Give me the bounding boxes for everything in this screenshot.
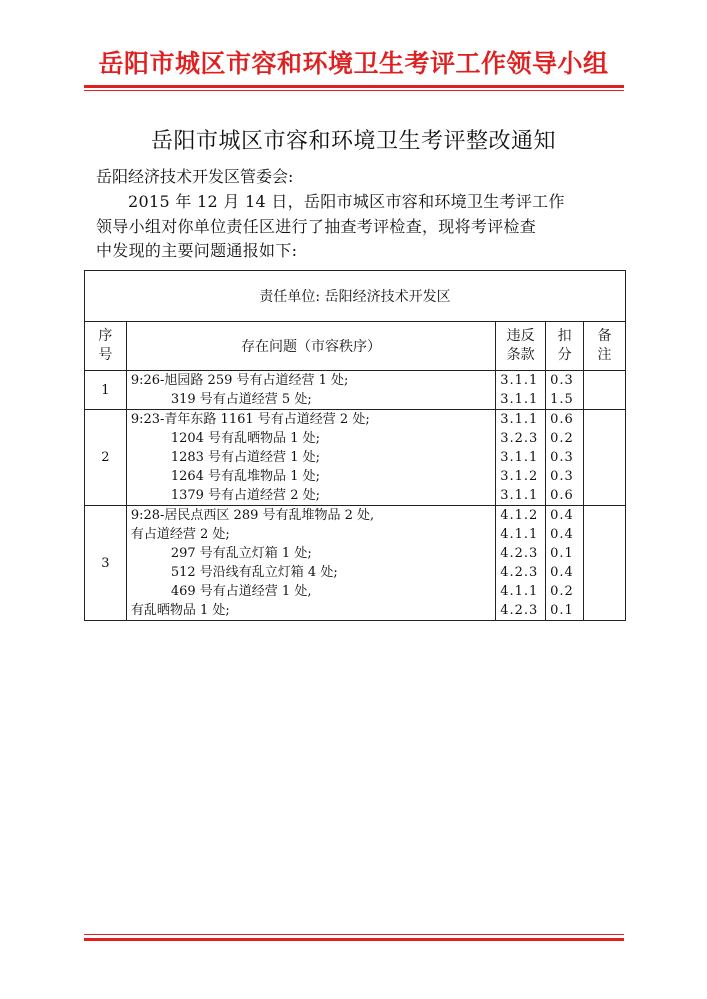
header-rule-thick: [84, 85, 624, 88]
header-note: 备 注: [584, 322, 626, 371]
row-note: [584, 506, 626, 621]
issue-table: [84, 270, 626, 621]
row-scores: 0.4 0.4 0.1 0.4 0.2 0.1: [546, 506, 584, 621]
header-rule-thin: [84, 90, 624, 91]
row-clauses: 3.1.1 3.2.3 3.1.1 3.1.2 3.1.1: [496, 410, 546, 506]
notice-body: [96, 190, 616, 264]
row-scores: 0.3 1.5: [546, 371, 584, 410]
body-line-1: 2015 年 12 月 14 日，岳阳市城区市容和环境卫生考评工作: [128, 192, 565, 211]
row-seq: 2: [85, 410, 127, 506]
table-row: [85, 506, 626, 621]
table-row: [85, 410, 626, 506]
footer-rule-thin: [84, 934, 624, 935]
responsible-unit: 责任单位: 岳阳经济技术开发区: [85, 271, 626, 322]
header-seq: 序 号: [85, 322, 127, 371]
notice-recipient: 岳阳经济技术开发区管委会:: [96, 167, 294, 186]
table-header-row: [85, 322, 626, 371]
header-clause: 违反 条款: [496, 322, 546, 371]
body-line-3: 中发现的主要问题通报如下:: [96, 241, 298, 260]
footer-rule-thick: [84, 938, 624, 941]
row-note: [584, 371, 626, 410]
row-issues: 9:28-居民点西区 289 号有乱堆物品 2 处, 有占道经营 2 处; 297 号有乱立灯箱 1 处; 512 号沿线有乱立灯箱 4 处; 469 号有占道经营 1 处, 有乱晒物品 1 处;: [126, 506, 495, 621]
header-issue: 存在问题（市容秩序）: [126, 322, 495, 371]
row-clauses: 3.1.1 3.1.1: [496, 371, 546, 410]
row-note: [584, 410, 626, 506]
row-seq: 1: [85, 371, 127, 410]
row-issues: 9:23-青年东路 1161 号有占道经营 2 处; 1204 号有乱晒物品 1 处; 1283 号有占道经营 1 处; 1264 号有乱堆物品 1 处; 1379 号有占道经营 2 处;: [126, 410, 495, 506]
row-issues: 9:26-旭园路 259 号有占道经营 1 处; 319 号有占道经营 5 处;: [126, 371, 495, 410]
row-seq: 3: [85, 506, 127, 621]
notice-title: 岳阳市城区市容和环境卫生考评整改通知: [150, 129, 556, 154]
body-line-2: 领导小组对你单位责任区进行了抽查考评检查，现将考评检查: [96, 216, 537, 236]
unit-row: [85, 271, 626, 322]
table-row: [85, 371, 626, 410]
org-header-title: 岳阳市城区市容和环境卫生考评工作领导小组: [98, 49, 609, 78]
header-deduction: 扣 分: [546, 322, 584, 371]
row-scores: 0.6 0.2 0.3 0.3 0.6: [546, 410, 584, 506]
row-clauses: 4.1.2 4.1.1 4.2.3 4.2.3 4.1.1 4.2.3: [496, 506, 546, 621]
